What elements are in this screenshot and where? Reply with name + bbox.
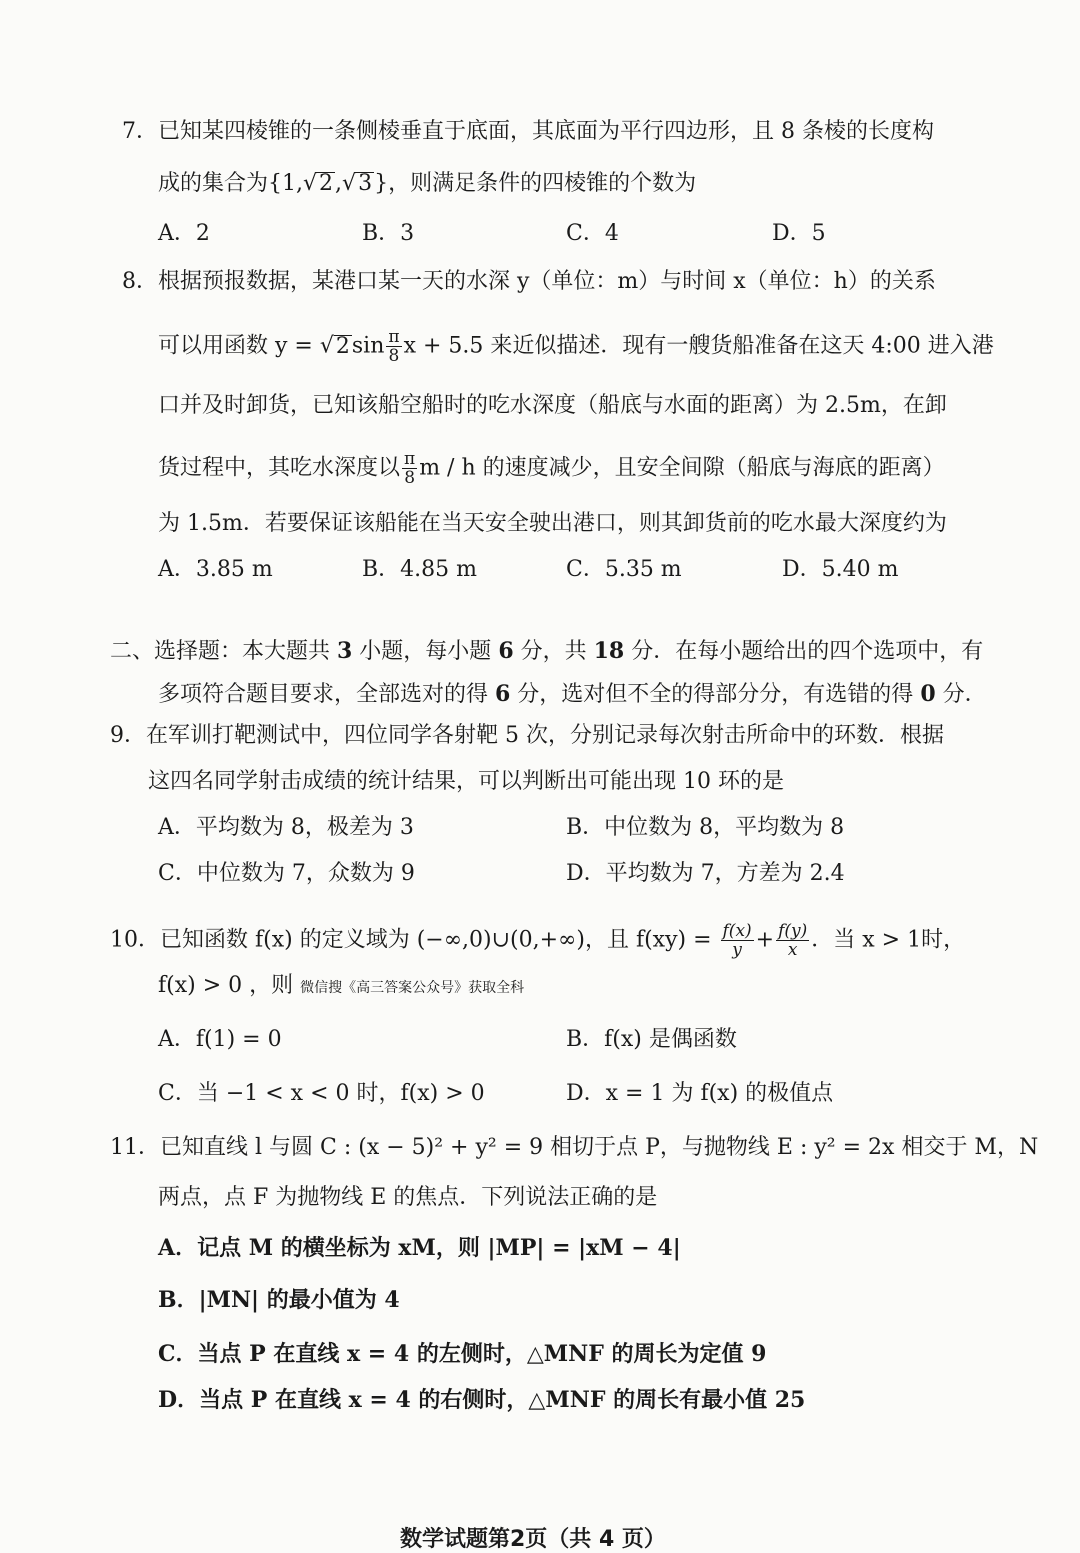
q8-line4: [158, 450, 945, 487]
s2-text-a: 二、选择题：本大题共: [110, 639, 337, 664]
q10-plus: +: [755, 927, 775, 953]
q9-option-d[interactable]: D．平均数为 7，方差为 2.4: [566, 861, 845, 886]
q8-line4-tail: m / h 的速度减少，且安全间隙（船底与海底的距离）: [419, 455, 945, 481]
q9-option-b[interactable]: B．中位数为 8，平均数为 8: [566, 815, 845, 840]
s2-total-points: 18: [593, 638, 625, 664]
q8-sqrt2: 2: [335, 333, 350, 359]
frac-num: π: [388, 327, 400, 347]
frac-den: x: [787, 940, 798, 960]
s2-full-points: 6: [495, 681, 511, 707]
s2-text-d: 分．在每小题给出的四个选项中，有: [624, 639, 984, 664]
q8-option-d[interactable]: D．5.40 m: [782, 557, 899, 582]
q8-fraction-pi-8: [386, 328, 401, 365]
frac-den: y: [732, 940, 742, 960]
q10-line1: [110, 922, 965, 959]
q8-fraction-speed: [402, 450, 417, 487]
q7-line1: 7．已知某四棱锥的一条侧棱垂直于底面，其底面为平行四边形，且 8 条棱的长度构: [122, 119, 934, 144]
q10-line1-tail: ．当 x > 1时，: [811, 927, 966, 953]
q11-option-b[interactable]: B．|MN| 的最小值为 4: [158, 1287, 400, 1313]
q8-line2-text: 可以用函数 y =: [158, 333, 320, 359]
q7-sqrt2: 2: [319, 171, 334, 196]
s2-zero-points: 0: [920, 681, 936, 707]
q7-option-b[interactable]: B．3: [362, 221, 415, 246]
q11-line1: 11．已知直线 l 与圆 C : (x − 5)² + y² = 9 相切于点 P，与抛物线 E : y² = 2x 相交于 M，N: [110, 1135, 1039, 1160]
q7-line2: 成的集合为{1,√2,√3}，则满足条件的四棱锥的个数为: [158, 171, 697, 196]
q8-line5: 为 1.5m．若要保证该船能在当天安全驶出港口，则其卸货前的吃水最大深度约为: [158, 511, 947, 536]
section2-heading-line1: [110, 637, 983, 666]
q8-line2-tail: x + 5.5 来近似描述．现有一艘货船准备在这天 4:00 进入港: [403, 333, 994, 359]
q8-option-a[interactable]: A．3.85 m: [158, 557, 273, 582]
q7-option-d[interactable]: D．5: [772, 221, 826, 246]
s2-points-each: 6: [498, 638, 514, 664]
s2-text-e: 多项符合题目要求，全部选对的得: [158, 682, 495, 707]
q9-line1: 9．在军训打靶测试中，四位同学各射靶 5 次，分别记录每次射击所命中的环数．根据: [110, 723, 944, 748]
q8-line4-text: 货过程中，其吃水深度以: [158, 455, 401, 481]
q8-option-c[interactable]: C．5.35 m: [566, 557, 682, 582]
q9-line2: 这四名同学射击成绩的统计结果，可以判断出可能出现 10 环的是: [148, 769, 784, 794]
frac-den: 8: [388, 346, 400, 366]
s2-text-c: 分，共: [513, 639, 594, 664]
s2-count: 3: [337, 638, 353, 664]
q11-option-c[interactable]: C．当点 P 在直线 x = 4 的左侧时，△MNF 的周长为定值 9: [158, 1341, 767, 1367]
q10-fraction-fy-x: [776, 922, 809, 959]
q10-option-a[interactable]: A．f(1) = 0: [158, 1027, 282, 1052]
q11-option-d[interactable]: D．当点 P 在直线 x = 4 的右侧时，△MNF 的周长有最小值 25: [158, 1387, 806, 1413]
frac-den: 8: [404, 468, 416, 488]
q10-watermark-text: 微信搜《高三答案公众号》获取全科: [300, 980, 525, 996]
q7-option-c[interactable]: C．4: [566, 221, 619, 246]
frac-num: f(y): [778, 921, 808, 941]
q8-line1: 8．根据预报数据，某港口某一天的水深 y（单位：m）与时间 x（单位：h）的关系: [122, 269, 936, 294]
q7-set-comma: ,: [335, 171, 343, 196]
s2-text-g: 分．: [935, 682, 987, 707]
q8-option-b[interactable]: B．4.85 m: [362, 557, 478, 582]
q10-line2-text: f(x) > 0 ，则: [158, 973, 301, 998]
frac-num: f(x): [722, 921, 752, 941]
s2-text-f: 分，选对但不全的得部分分，有选错的得: [510, 682, 921, 707]
q10-option-b[interactable]: B．f(x) 是偶函数: [566, 1027, 737, 1052]
q7-set-close: }: [374, 171, 389, 196]
q11-option-a[interactable]: A．记点 M 的横坐标为 xM，则 |MP| = |xM − 4|: [158, 1235, 681, 1261]
q7-option-a[interactable]: A．2: [158, 221, 210, 246]
q10-option-c[interactable]: C．当 −1 < x < 0 时，f(x) > 0: [158, 1081, 485, 1106]
q10-option-d[interactable]: D．x = 1 为 f(x) 的极值点: [566, 1081, 834, 1106]
q10-line1-text: 10．已知函数 f(x) 的定义域为 (−∞,0)∪(0,+∞)，且 f(xy) =: [110, 927, 719, 953]
q10-fraction-fx-y: [721, 922, 754, 959]
q11-line2: 两点，点 F 为抛物线 E 的焦点．下列说法正确的是: [158, 1185, 658, 1210]
q8-line2: 可以用函数 y = √2sin $\frac{\pi}{8}$ x + 5.5 来近似描述．现有一艘货船准备在这天 4:00 进入港: [158, 327, 994, 366]
page-footer: 数学试题第2页（共 4 页）: [400, 1527, 666, 1552]
q7-line2-tail: ，则满足条件的四棱锥的个数为: [388, 171, 697, 196]
q10-line2: [158, 972, 524, 1002]
q7-line2-text: 成的集合为: [158, 171, 269, 196]
q9-option-a[interactable]: A．平均数为 8，极差为 3: [158, 815, 414, 840]
q8-sin: sin: [351, 333, 385, 359]
q7-sqrt3: 3: [358, 171, 373, 196]
frac-num: π: [404, 449, 416, 469]
q9-option-c[interactable]: C．中位数为 7，众数为 9: [158, 861, 415, 886]
q8-line3: 口并及时卸货，已知该船空船时的吃水深度（船底与水面的距离）为 2.5m，在卸: [158, 393, 947, 418]
section2-heading-line2: [158, 680, 987, 709]
s2-text-b: 小题，每小题: [352, 639, 499, 664]
q7-set-open: {1,: [268, 171, 304, 196]
